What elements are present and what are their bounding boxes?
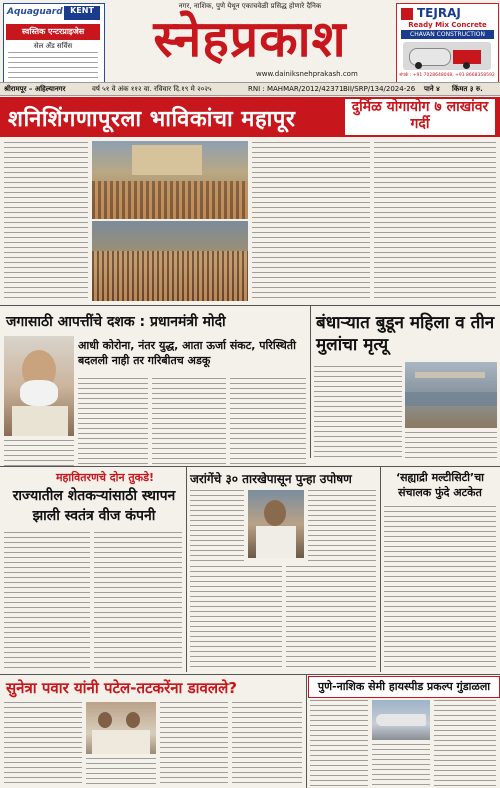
masthead [106,0,394,82]
website-url[interactable]: www.dainiksnehprakash.com [256,70,358,78]
divider [0,305,500,306]
divider [306,675,307,788]
ad-kent-label: KENT [70,6,94,15]
ad-left-tagline: सेल अँड सर्विस [33,42,73,50]
dateline-price: किंमत ३ रु. [452,85,483,93]
drowning-headline[interactable]: बंधाऱ्यात बुडून महिला व तीन मुलांचा मृत्यू [316,313,495,355]
lead-subheadline: दुर्मिळ योगायोग ७ लाखांवर गर्दी [345,99,495,135]
divider [0,466,500,467]
newspaper-logo: स्नेहप्रकाश [153,9,347,68]
ad-brand-kent [64,6,100,20]
modi-headline[interactable]: जगासाठी आपत्तींचे दशक : प्रधानमंत्री मोदी [6,314,226,330]
power-column-2 [94,532,182,670]
jarange-photo [248,490,304,558]
modi-column-0 [4,440,74,466]
modi-photo [4,336,74,436]
pune-column-1 [310,700,368,786]
jarange-column-4 [286,566,376,670]
sunetra-column-3 [160,702,228,786]
divider [0,674,500,675]
sunetra-column-1 [4,702,82,786]
lead-story-column-2 [252,142,370,302]
power-column-1 [4,532,90,670]
pune-column-2 [372,744,430,786]
dateline-bi: BII/SRP/134/2024-26 [343,85,416,93]
ad-brand-aquaguard: Aquaguard [7,7,63,17]
sunetra-headline[interactable]: सुनेत्रा पवार यांनी पटेल-तटकरेंना डावलले? [6,679,237,697]
jarange-column-2 [308,490,376,562]
dateline [0,82,500,96]
power-headline[interactable]: राज्यातील शेतकऱ्यांसाठी स्थापन झाली स्वतंत्र वीज कंपनी [12,488,176,524]
pune-photo-train [372,700,430,740]
jarange-column-3 [190,566,282,670]
dateline-place: श्रीरामपूर – अहिल्यानगर [4,85,66,93]
pune-headline[interactable]: पुणे-नाशिक सेमी हायस्पीड प्रकल्प गुंडाळला [317,680,491,693]
pune-column-3 [434,700,496,786]
drowning-column-2 [405,432,497,458]
pune-headline-box [308,676,500,698]
modi-column-3 [230,378,306,464]
ad-shop-name: स्वस्तिक एन्टरप्राइजेस [6,24,100,40]
dateline-rni: RNI : MAHMAR/2012/42371 [248,85,344,93]
lead-photo-devotees [92,221,248,301]
tejraj-logo-icon [401,8,413,20]
lead-headline[interactable]: शनिशिंगणापूरला भाविकांचा महापूर [8,107,296,132]
ad-left-details [8,52,98,78]
advertisement-right [396,3,499,83]
sunetra-column-4 [232,702,302,786]
power-kicker: महावितरणचे दोन तुकडे! [55,471,154,484]
sunetra-photo [86,702,156,754]
sunetra-column-2 [86,758,156,786]
lead-banner [0,97,500,137]
modi-column-2 [152,378,226,464]
lead-story-column-3 [374,142,496,302]
divider [310,306,311,458]
concrete-truck-image [403,42,491,70]
dateline-issue: वर्ष ५१ वे अंक ११२ वा. रविवार दि.१९ मे २०२५ [92,85,212,93]
jarange-headline[interactable]: जरांगेंचे ३० तारखेपासून पुन्हा उपोषण [190,472,352,486]
drowning-photo-dam [405,362,497,428]
jarange-column-1 [190,490,244,562]
lead-photo-temple-crowd [92,141,248,219]
masthead-tagline: नगर, नाशिक, पुणे येथून एकाचवेळी प्रसिद्ध होणारे दैनिक [178,2,322,10]
modi-quote: आधी कोरोना, नंतर युद्ध, आता ऊर्जा संकट, परिस्थिती बदलली नाही तर गरिबीतच अडकू [78,339,296,367]
divider [380,467,381,672]
ad-right-contact: संपर्क : +91 7028648048, +91 8668358592 [399,73,495,78]
divider [186,467,187,672]
ad-right-line2: CHAVAN CONSTRUCTION [401,30,494,39]
advertisement-left [3,3,105,83]
modi-column-1 [78,378,148,464]
multicity-column [384,506,496,670]
dateline-pages: पाने ४ [424,85,440,93]
ad-right-line1: Ready Mix Concrete [408,21,487,29]
drowning-column-1 [314,366,402,458]
multicity-headline[interactable]: ‘सह्याद्री मल्टीसिटी’चा संचालक फुंदे अटकेत [395,471,485,499]
lead-story-column-1 [4,142,88,302]
ad-right-brand: TEJRAJ [417,6,461,20]
